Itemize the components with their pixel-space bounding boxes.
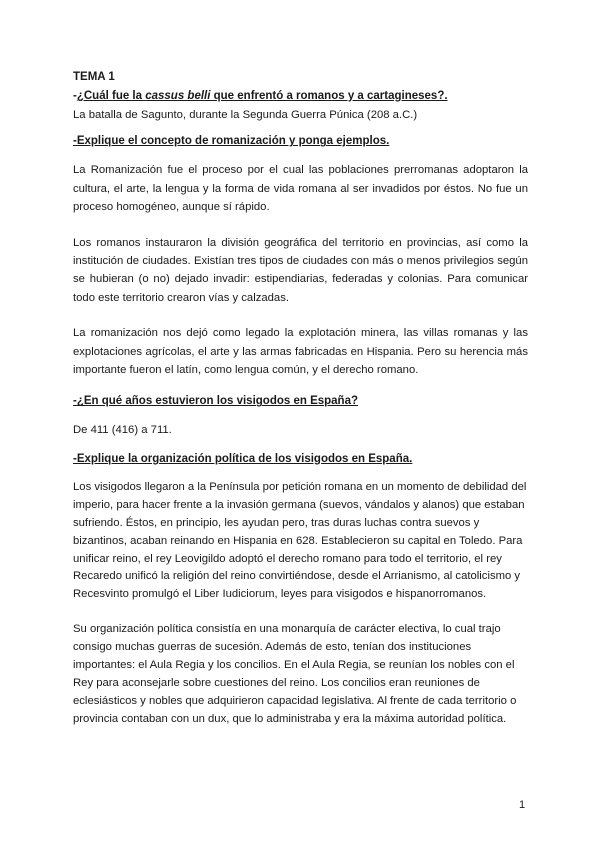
question-1-prefix: - (73, 90, 77, 102)
question-2-paragraph: La Romanización fue el proceso por el cual las poblaciones prerromanas adoptaron la cultura, el arte, la lengua y la forma de vida romana al ser invadidos por éstos. No fue un proceso homogéneo, aunque sí rápido. (73, 164, 528, 214)
question-2-paragraph: Los romanos instauraron la división geográfica del territorio en provincias, así como la institución de ciudades. Existían tres tipos de ciudades con más o menos privilegios según se hubieran (o no) dejado invadir: estipendiarias, federadas y colonias. Para comunicar todo este territorio crearon vías y calzadas. (73, 236, 528, 304)
question-1-heading (73, 88, 528, 105)
question-2-heading: -Explique el concepto de romanización y ponga ejemplos. (73, 135, 390, 148)
question-2-paragraph: La romanización nos dejó como legado la explotación minera, las villas romanas y las explotaciones agrícolas, el arte y las armas fabricadas en Hispania. Pero su herencia más importante fueron el latín, como lengua común, y el derecho romano. (73, 327, 528, 377)
question-4-heading: -Explique la organización política de los visigodos en España. (73, 452, 413, 465)
question-4-paragraph: Su organización política consistía en una monarquía de carácter electiva, lo cual trajo consigo muchas guerras de sucesión. Además de esto, tenían dos instituciones importantes: el Aula Regia y los concilios. En el Aula Regia, se reunían los nobles con el Rey para aconsejarle sobre cuestiones del reino. Los concilios eran reuniones de eclesiásticos y nobles que adquirieron capacidad legislativa. Al frente de cada territorio o provincia contaban con un dux, que lo administraba y era la máxima autoridad política. (73, 623, 517, 725)
question-4-paragraph: Los visigodos llegaron a la Península por petición romana en un momento de debilidad del imperio, para hacer frente a la invasión germana (suevos, vándalos y alanos) que estaban sufriendo. Éstos, en principio, les ayudan pero, tras duras luchas contra suevos y bizantinos, acaban reinando en Hispania en 628. Establecieron su capital en Toledo. Para unificar reino, el rey Leovigildo adoptó el derecho romano para todo el territorio, el rey Recaredo unificó la religión del reino convirtiéndose, desde el Arrianismo, al catolicismo y Recesvinto promulgó el Liber Iudiciorum, leyes para visigodos e hispanorromanos. (73, 480, 527, 601)
question-3-heading: -¿En qué años estuvieron los visigodos en España? (73, 395, 359, 408)
question-1-answer: La batalla de Sagunto, durante la Segunda Guerra Púnica (208 a.C.) (73, 109, 418, 121)
question-1-italic: cassus belli (145, 90, 211, 102)
question-3-answer: De 411 (416) a 711. (73, 424, 172, 437)
question-1-part2: que enfrentó a romanos y a cartagineses?. (210, 90, 448, 102)
document-page (73, 71, 528, 729)
question-1-part1: ¿Cuál fue la (76, 90, 146, 102)
page-title: TEMA 1 (73, 71, 115, 83)
page-number: 1 (519, 799, 526, 811)
